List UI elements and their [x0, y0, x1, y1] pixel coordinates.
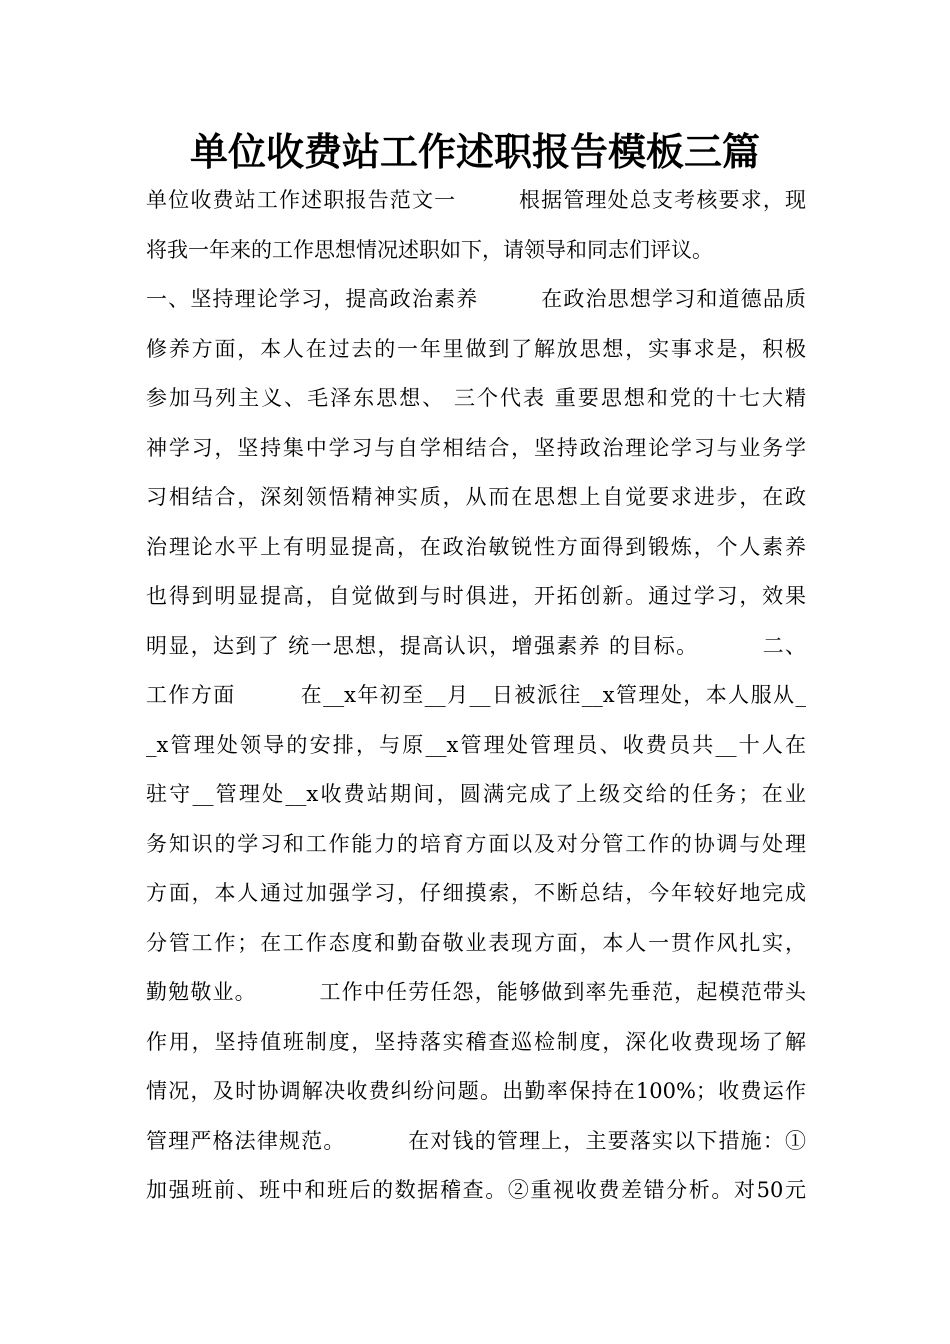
body-line: 加强班前、班中和班后的数据稽查。②重视收费差错分析。对50元	[146, 1178, 806, 1202]
body-line: 习相结合，深刻领悟精神实质，从而在思想上自觉要求进步，在政	[146, 485, 806, 509]
document-title: 单位收费站工作述职报告模板三篇	[189, 130, 760, 174]
body-line: 也得到明显提高，自觉做到与时俱进，开拓创新。通过学习，效果	[146, 584, 806, 608]
body-line: _x管理处领导的安排，与原__x管理处管理员、收费员共__十人在	[146, 732, 806, 757]
body-line: 参加马列主义、毛泽东思想、 三个代表 重要思想和党的十七大精	[146, 386, 806, 410]
body-line: 管理严格法律规范。 在对钱的管理上，主要落实以下措施：①	[146, 1128, 806, 1153]
body-line: 勤勉敬业。 工作中任劳任怨，能够做到率先垂范，起模范带头	[146, 980, 806, 1004]
body-line: 修养方面，本人在过去的一年里做到了解放思想，实事求是，积极	[146, 336, 806, 361]
body-line: 治理论水平上有明显提高，在政治敏锐性方面得到锻炼，个人素养	[146, 534, 806, 559]
body-line: 务知识的学习和工作能力的培育方面以及对分管工作的协调与处理	[146, 831, 806, 856]
body-line: 神学习，坚持集中学习与自学相结合，坚持政治理论学习与业务学	[146, 435, 806, 460]
body-line: 一、坚持理论学习，提高政治素养 在政治思想学习和道德品质	[146, 287, 806, 311]
document-body	[146, 176, 806, 1216]
body-line: 单位收费站工作述职报告范文一 根据管理处总支考核要求，现	[146, 188, 806, 212]
body-line: 驻守__管理处__x收费站期间，圆满完成了上级交给的任务；在业	[146, 782, 806, 806]
body-line: 方面，本人通过加强学习，仔细摸索，不断总结，今年较好地完成	[146, 881, 806, 905]
body-line: 将我一年来的工作思想情况述职如下，请领导和同志们评议。	[146, 237, 713, 262]
body-line: 情况，及时协调解决收费纠纷问题。出勤率保持在100%；收费运作	[146, 1079, 806, 1103]
body-line: 分管工作；在工作态度和勤奋敬业表现方面，本人一贯作风扎实，	[146, 930, 806, 955]
body-line: 工作方面 在__x年初至__月__日被派往__x管理处，本人服从_	[146, 683, 806, 707]
body-line: 作用，坚持值班制度，坚持落实稽查巡检制度，深化收费现场了解	[146, 1029, 806, 1054]
body-line: 明显，达到了 统一思想，提高认识，增强素养 的目标。 二、	[146, 633, 806, 658]
